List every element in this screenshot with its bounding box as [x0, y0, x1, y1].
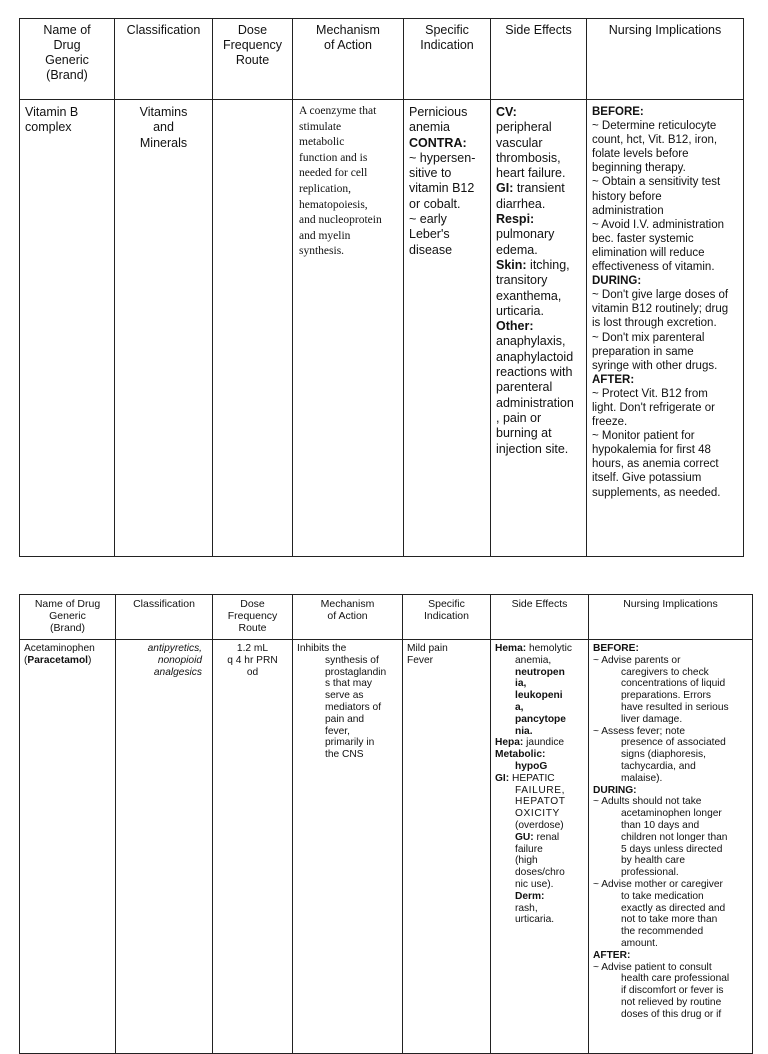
header-name: Name of Drug Generic (Brand) [20, 595, 116, 640]
header-classification: Classification [116, 595, 213, 640]
mechanism-cell: A coenzyme that stimulate metabolic function and is needed for cell replication, hematopoiesis, and nucleoprotein and myelin synthesis. [293, 100, 404, 557]
nursing-implications-cell: BEFORE: ~ Determine reticulocyte count, hct, Vit. B12, iron, folate levels before beginning therapy. ~ Obtain a sensitivity test history before administration ~ Avoid I.V. administration bec. faster systemic elimination will reduce effectiveness of vitamin. DURING: ~ Don't give large doses of vitamin B12 routinely; drug is lost through excretion. ~ Don't mix parenteral preparation in same syringe with other drugs. AFTER: ~ Protect Vit. B12 from light. Don't refrigerate or freeze. ~ Monitor patient for hypokalemia for first 48 hours, as anemia correct itself. Give potassium supplements, as needed. [587, 100, 744, 557]
header-side-effects: Side Effects [491, 19, 587, 100]
header-dose: Dose Frequency Route [213, 595, 293, 640]
drug-table-vitamin-b [19, 18, 744, 557]
header-side-effects: Side Effects [491, 595, 589, 640]
side-effects-cell: Hema: hemolytic anemia, neutropen ia, leukopeni a, pancytope nia. Hepa: jaundice Metabolic: hypoG GI: HEPATIC FAILURE, HEPATOT OXICITY (overdose) GU: renal failure (high doses/chro nic use). Derm: rash, urticaria. [491, 640, 589, 1054]
header-dose: Dose Frequency Route [213, 19, 293, 100]
nursing-implications-cell: BEFORE: ~ Advise parents or caregivers to check concentrations of liquid preparations. Errors have resulted in serious liver damage. ~ Assess fever; note presence of associated signs (diaphoresis, tachycardia, and malaise). DURING: ~ Adults should not take acetaminophen longer than 10 days and children not longer than 5 days unless directed by health care professional. ~ Advise mother or caregiver to take medication exactly as directed and not to take more than the recommended amount. AFTER: ~ Advise patient to consult health care professional if discomfort or fever is not relieved by routine doses of this drug or if [589, 640, 753, 1054]
mechanism-cell: Inhibits the synthesis of prostaglandin s that may serve as mediators of pain and fever, primarily in the CNS [293, 640, 403, 1054]
drug-name-cell: Vitamin B complex [20, 100, 115, 557]
table-header-row [20, 19, 744, 100]
drug-table-acetaminophen [19, 594, 753, 1054]
header-name: Name of Drug Generic (Brand) [20, 19, 115, 100]
drug-name-cell: Acetaminophen (Paracetamol) [20, 640, 116, 1054]
dose-cell [213, 100, 293, 557]
classification-cell: antipyretics, nonopioid analgesics [116, 640, 213, 1054]
header-indication: Specific Indication [404, 19, 491, 100]
table-row [20, 100, 744, 557]
side-effects-cell: CV: peripheral vascular thrombosis, heart failure. GI: transient diarrhea. Respi: pulmonary edema. Skin: itching, transitory exanthema, urticaria. Other: anaphylaxis, anaphylactoid reactions with parenteral administration , pain or burning at injection site. [491, 100, 587, 557]
classification-cell: Vitamins and Minerals [115, 100, 213, 557]
dose-cell: 1.2 mL q 4 hr PRN od [213, 640, 293, 1054]
table-header-row [20, 595, 753, 640]
header-mechanism: Mechanism of Action [293, 19, 404, 100]
header-classification: Classification [115, 19, 213, 100]
header-indication: Specific Indication [403, 595, 491, 640]
indication-cell: Mild pain Fever [403, 640, 491, 1054]
header-nursing: Nursing Implications [587, 19, 744, 100]
indication-cell: Pernicious anemia CONTRA: ~ hypersen- sitive to vitamin B12 or cobalt. ~ early Leber's disease [404, 100, 491, 557]
header-mechanism: Mechanism of Action [293, 595, 403, 640]
table-row [20, 640, 753, 1054]
header-nursing: Nursing Implications [589, 595, 753, 640]
